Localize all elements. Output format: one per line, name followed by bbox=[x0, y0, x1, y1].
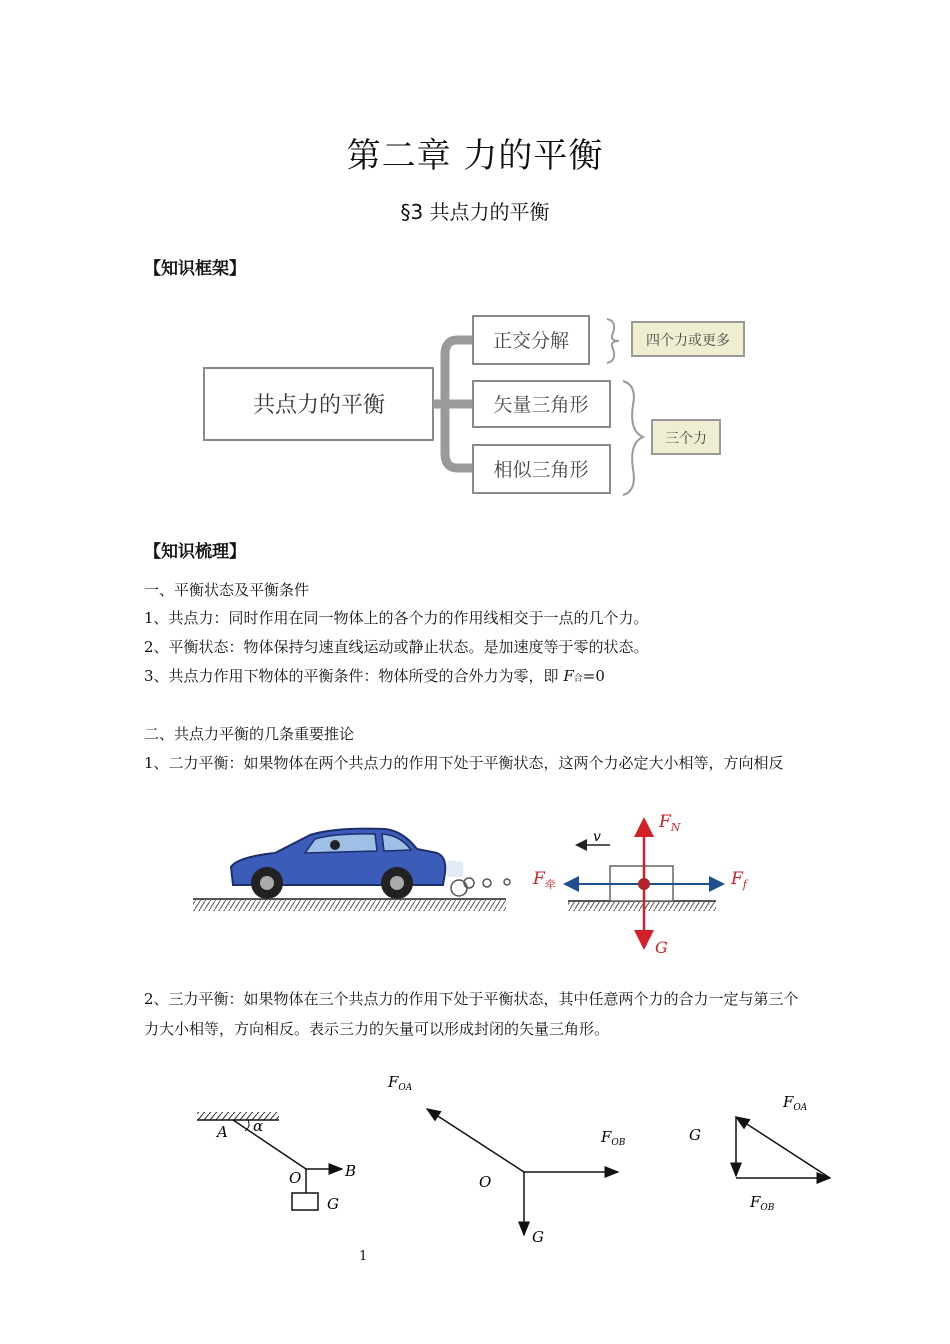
chapter-title: 第二章 力的平衡 bbox=[346, 136, 604, 176]
label-G2: G bbox=[532, 1228, 544, 1246]
branch-label-3: 相似三角形 bbox=[493, 459, 589, 481]
Ff-label: $F_f$ bbox=[731, 869, 747, 891]
label-G: G bbox=[327, 1195, 339, 1213]
p3-sub: 合 bbox=[573, 674, 583, 684]
Fq-label: $F_牵$ bbox=[533, 869, 556, 891]
three-force-figure bbox=[185, 1065, 845, 1255]
label-FOB: $F_{OB}$ bbox=[601, 1128, 626, 1148]
brace-2 bbox=[623, 381, 643, 495]
exhaust-puffs bbox=[451, 878, 510, 896]
tag-three-label: 三个力 bbox=[665, 431, 707, 447]
velocity-label: v bbox=[593, 829, 601, 845]
p3-F: F bbox=[563, 667, 574, 685]
label-FOB3: $F_{OB}$ bbox=[750, 1193, 775, 1213]
framework-heading: 【知识框架】 bbox=[144, 259, 246, 279]
weight-box bbox=[292, 1193, 318, 1210]
label-G3: G bbox=[689, 1126, 701, 1144]
G-label: G bbox=[655, 938, 668, 957]
label-B: B bbox=[345, 1162, 357, 1180]
paragraph-4: 1、二力平衡：如果物体在两个共点力的作用下处于平衡状态，这两个力必定大小相等，方向相反 bbox=[144, 754, 784, 772]
tag-four-label: 四个力或更多 bbox=[646, 333, 730, 349]
label-alpha: α bbox=[253, 1117, 264, 1135]
ceiling bbox=[197, 1112, 279, 1120]
part1-title: 一、平衡状态及平衡条件 bbox=[144, 581, 310, 599]
two-force-figure bbox=[185, 805, 785, 965]
bracket-connector bbox=[433, 340, 473, 468]
branch-label-1: 正交分解 bbox=[492, 330, 570, 352]
brace-1 bbox=[607, 319, 619, 363]
FN-label: $F_N$ bbox=[659, 812, 681, 834]
review-heading: 【知识梳理】 bbox=[144, 542, 246, 562]
label-A: A bbox=[217, 1123, 228, 1141]
section-subtitle: §3 共点力的平衡 bbox=[400, 200, 550, 224]
label-O2: O bbox=[479, 1173, 492, 1191]
paragraph-1: 1、共点力：同时作用在同一物体上的各个力的作用线相交于一点的几个力。 bbox=[144, 609, 649, 627]
root-label: 共点力的平衡 bbox=[252, 393, 386, 418]
car-ground bbox=[193, 899, 506, 911]
branch-label-2: 矢量三角形 bbox=[493, 394, 589, 416]
block-ground bbox=[568, 901, 716, 911]
triangle-FOA-arrow bbox=[736, 1117, 830, 1178]
label-O: O bbox=[289, 1169, 302, 1187]
p3-suffix: =0 bbox=[582, 667, 605, 685]
rope-OA bbox=[233, 1120, 306, 1169]
force-FOA-arrow bbox=[427, 1109, 524, 1172]
paragraph-5: 2、三力平衡：如果物体在三个共点力的作用下处于平衡状态，其中任意两个力的合力一定与第三个力大小相等，方向相反。表示三力的矢量可以形成封闭的矢量三角形。 bbox=[144, 990, 799, 1038]
label-FOA: $F_{OA}$ bbox=[388, 1073, 413, 1093]
label-FOA3: $F_{OA}$ bbox=[783, 1093, 808, 1113]
paragraph-2: 2、平衡状态：物体保持匀速直线运动或静止状态。是加速度等于零的状态。 bbox=[144, 638, 649, 656]
center-point bbox=[638, 878, 650, 890]
page-number: 1 bbox=[359, 1249, 368, 1264]
part2-title: 二、共点力平衡的几条重要推论 bbox=[144, 725, 355, 743]
framework-diagram bbox=[195, 305, 755, 505]
paragraph-3 bbox=[144, 666, 605, 689]
p3-prefix: 3、共点力作用下物体的平衡条件：物体所受的合外力为零，即 bbox=[144, 667, 559, 685]
car-illustration bbox=[231, 829, 463, 899]
